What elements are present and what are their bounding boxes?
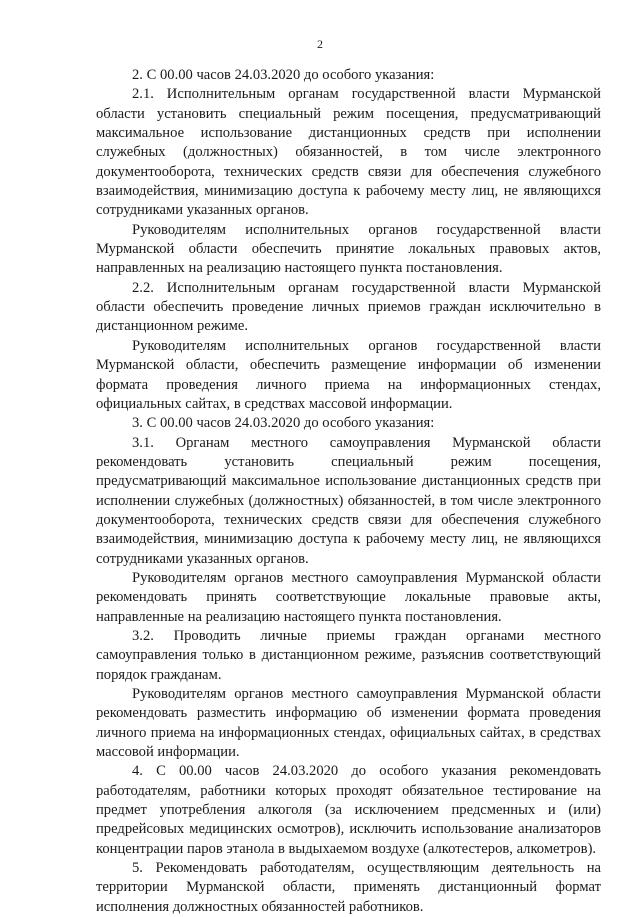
paragraph-3-1-heads: Руководителям органов местного самоуправления Мурманской области рекомендовать принять соответствующие локальные правовые акты, направленные на реализацию настоящего пункта постановления.: [96, 569, 601, 625]
paragraph-2-2: 2.2. Исполнительным органам государственной власти Мурманской области обеспечить проведение личных приемов граждан исключительно в дистанционном режиме.: [96, 279, 601, 335]
paragraph-3-2-heads: Руководителям органов местного самоуправления Мурманской области рекомендовать разместить информацию об изменении формата проведения личного приема на информационных стендах, официальных сайтах, в средствах массовой информации.: [96, 686, 601, 761]
paragraph-3-1: 3.1. Органам местного самоуправления Мурманской области рекомендовать установить специальный режим посещения, предусматривающий максимальное использование дистанционных средств при исполнении служебных (должностных) обязанностей, в том числе электронного документооборота, технических средств связи для обеспечения служебного взаимодействия, минимизацию доступа к рабочему месту лиц, не являющихся сотрудниками указанных органов.: [96, 434, 601, 567]
document-body: [96, 66, 601, 917]
paragraph-2-2-heads: Руководителям исполнительных органов государственной власти Мурманской области, обеспечить размещение информации об изменении формата проведения личного приема на информационных стендах, официальных сайтах, в средствах массовой информации.: [96, 337, 601, 412]
paragraph-3-2: 3.2. Проводить личные приемы граждан органами местного самоуправления только в дистанционном режиме, разъяснив соответствующий порядок гражданам.: [96, 627, 601, 683]
paragraph-2-1-heads: Руководителям исполнительных органов государственной власти Мурманской области обеспечить принятие локальных правовых актов, направленных на реализацию настоящего пункта постановления.: [96, 221, 601, 277]
paragraph-3: 3. С 00.00 часов 24.03.2020 до особого указания:: [132, 415, 435, 432]
paragraph-5: 5. Рекомендовать работодателям, осуществляющим деятельность на территории Мурманской области, применять дистанционный формат исполнения должностных обязанностей работников.: [96, 860, 601, 915]
paragraph-2-1: 2.1. Исполнительным органам государственной власти Мурманской области установить специальный режим посещения, предусматривающий максимальное использование дистанционных средств при исполнении служебных (должностных) обязанностей, в том числе электронного документооборота, технических средств связи для обеспечения служебного взаимодействия, минимизацию доступа к рабочему месту лиц, не являющихся сотрудниками указанных органов.: [96, 86, 601, 219]
paragraph-4: 4. С 00.00 часов 24.03.2020 до особого указания рекомендовать работодателям, работники которых проходят обязательное тестирование на предмет употребления алкоголя (за исключением предсменных и (или) предрейсовых медицинских осмотров), исключить использование анализаторов концентрации паров этанола в выдыхаемом воздухе (алкотестеров, алкометров).: [96, 763, 601, 857]
page-number: 2: [317, 37, 323, 51]
paragraph-2: 2. С 00.00 часов 24.03.2020 до особого указания:: [132, 67, 435, 83]
